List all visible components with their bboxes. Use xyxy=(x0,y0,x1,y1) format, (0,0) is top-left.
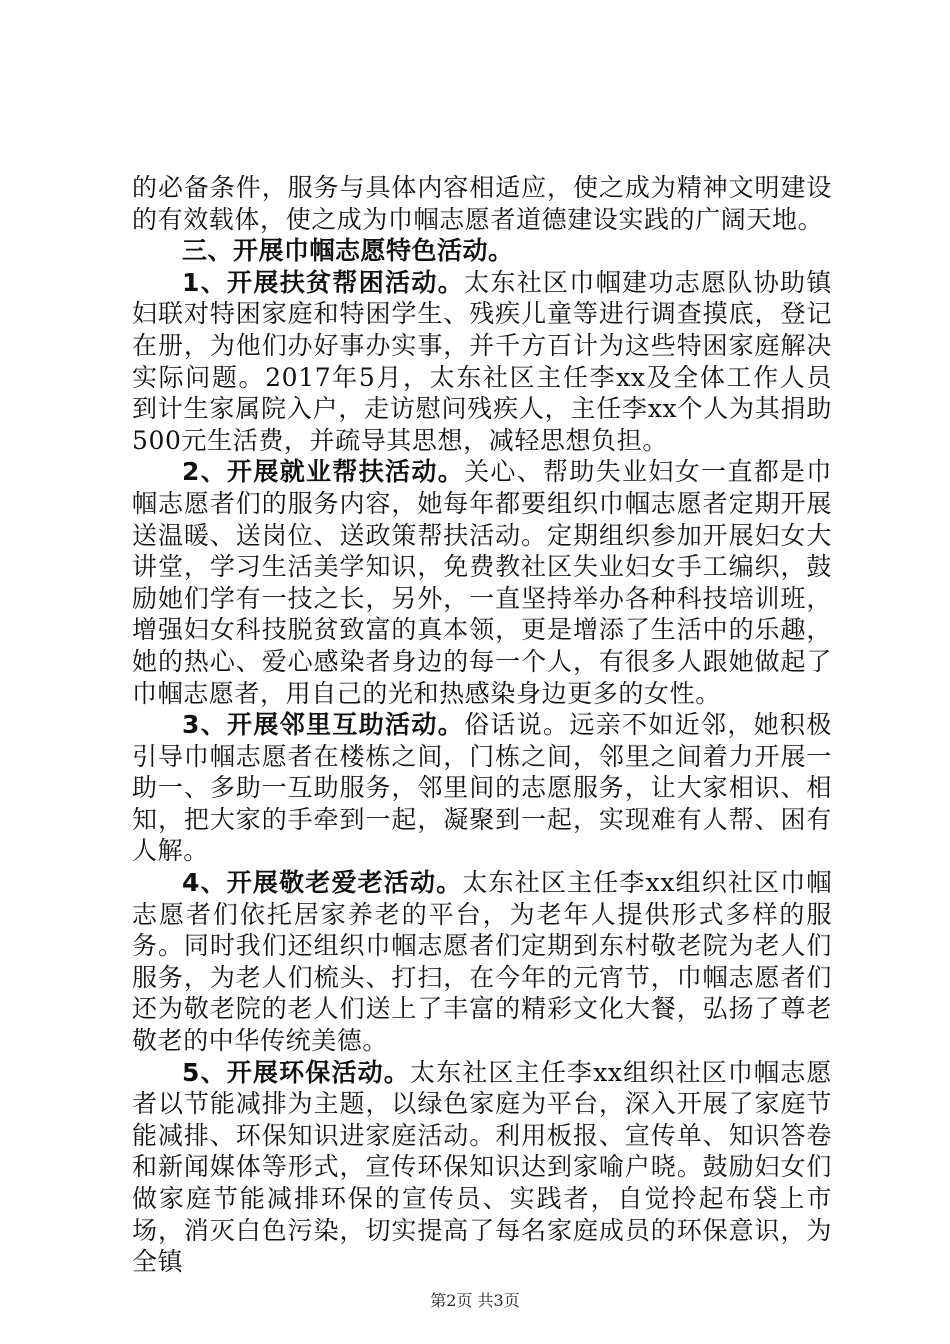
activity-paragraph-1 xyxy=(132,267,832,457)
activity-paragraph-2 xyxy=(132,456,832,709)
activity-paragraph-3 xyxy=(132,709,832,867)
activity-paragraph-5 xyxy=(132,1057,832,1278)
section-heading: 三、开展巾帼志愿特色活动。 xyxy=(182,236,514,266)
activity-heading-5: 5、开展环保活动。 xyxy=(182,1057,410,1087)
activity-heading-4: 4、开展敬老爱老活动。 xyxy=(182,868,463,898)
activity-heading-1: 1、开展扶贫帮困活动。 xyxy=(182,267,465,297)
activity-heading-2: 2、开展就业帮扶活动。 xyxy=(182,457,465,487)
document-body xyxy=(132,172,832,1278)
activity-heading-3: 3、开展邻里互助活动。 xyxy=(182,710,465,740)
activity-text-4: 太东社区主任李xx组织社区巾帼志愿者们依托居家养老的平台，为老年人提供形式多样的服务。同时我们还组织巾帼志愿者们定期到东村敬老院为老人们服务，为老人们梳头、打扫，在今年的元宵节，巾帼志愿者们还为敬老院的老人们送上了丰富的精彩文化大餐，弘扬了尊老敬老的中华传统美德。 xyxy=(132,868,833,1056)
intro-paragraph: 的必备条件，服务与具体内容相适应，使之成为精神文明建设的有效载体，使之成为巾帼志愿者道德建设实践的广阔天地。 xyxy=(132,173,832,234)
activity-text-1: 太东社区巾帼建功志愿队协助镇妇联对特困家庭和特困学生、残疾儿童等进行调查摸底，登记在册，为他们办好事办实事，并千方百计为这些特困家庭解决实际问题。2017年5月，太东社区主任李xx及全体工作人员到计生家属院入户，走访慰问残疾人，主任李xx个人为其捐助500元生活费，并疏导其思想，减轻思想负担。 xyxy=(132,267,832,455)
activity-paragraph-4 xyxy=(132,867,832,1057)
activity-text-2: 关心、帮助失业妇女一直都是巾帼志愿者们的服务内容，她每年都要组织巾帼志愿者定期开展送温暖、送岗位、送政策帮扶活动。定期组织参加开展妇女大讲堂，学习生活美学知识，免费教社区失业妇女手工编织，鼓励她们学有一技之长，另外，一直坚持举办各种科技培训班，增强妇女科技脱贫致富的真本领，更是增添了生活中的乐趣，她的热心、爱心感染者身边的每一个人，有很多人跟她做起了巾帼志愿者，用自己的光和热感染身边更多的女性。 xyxy=(132,457,832,708)
activity-text-5: 太东社区主任李xx组织社区巾帼志愿者以节能减排为主题，以绿色家庭为平台，深入开展了家庭节能减排、环保知识进家庭活动。利用板报、宣传单、知识答卷和新闻媒体等形式，宣传环保知识达到家喻户晓。鼓励妇女们做家庭节能减排环保的宣传员、实践者，自觉拎起布袋上市场，消灭白色污染，切实提高了每名家庭成员的环保意识，为全镇 xyxy=(132,1057,833,1277)
page-footer: 第2页 共3页 xyxy=(430,1291,520,1310)
activity-text-3: 俗话说。远亲不如近邻，她积极引导巾帼志愿者在楼栋之间，门栋之间，邻里之间着力开展一助一、多助一互助服务，邻里间的志愿服务，让大家相识、相知，把大家的手牵到一起，凝聚到一起，实现难有人帮、困有人解。 xyxy=(132,710,832,866)
